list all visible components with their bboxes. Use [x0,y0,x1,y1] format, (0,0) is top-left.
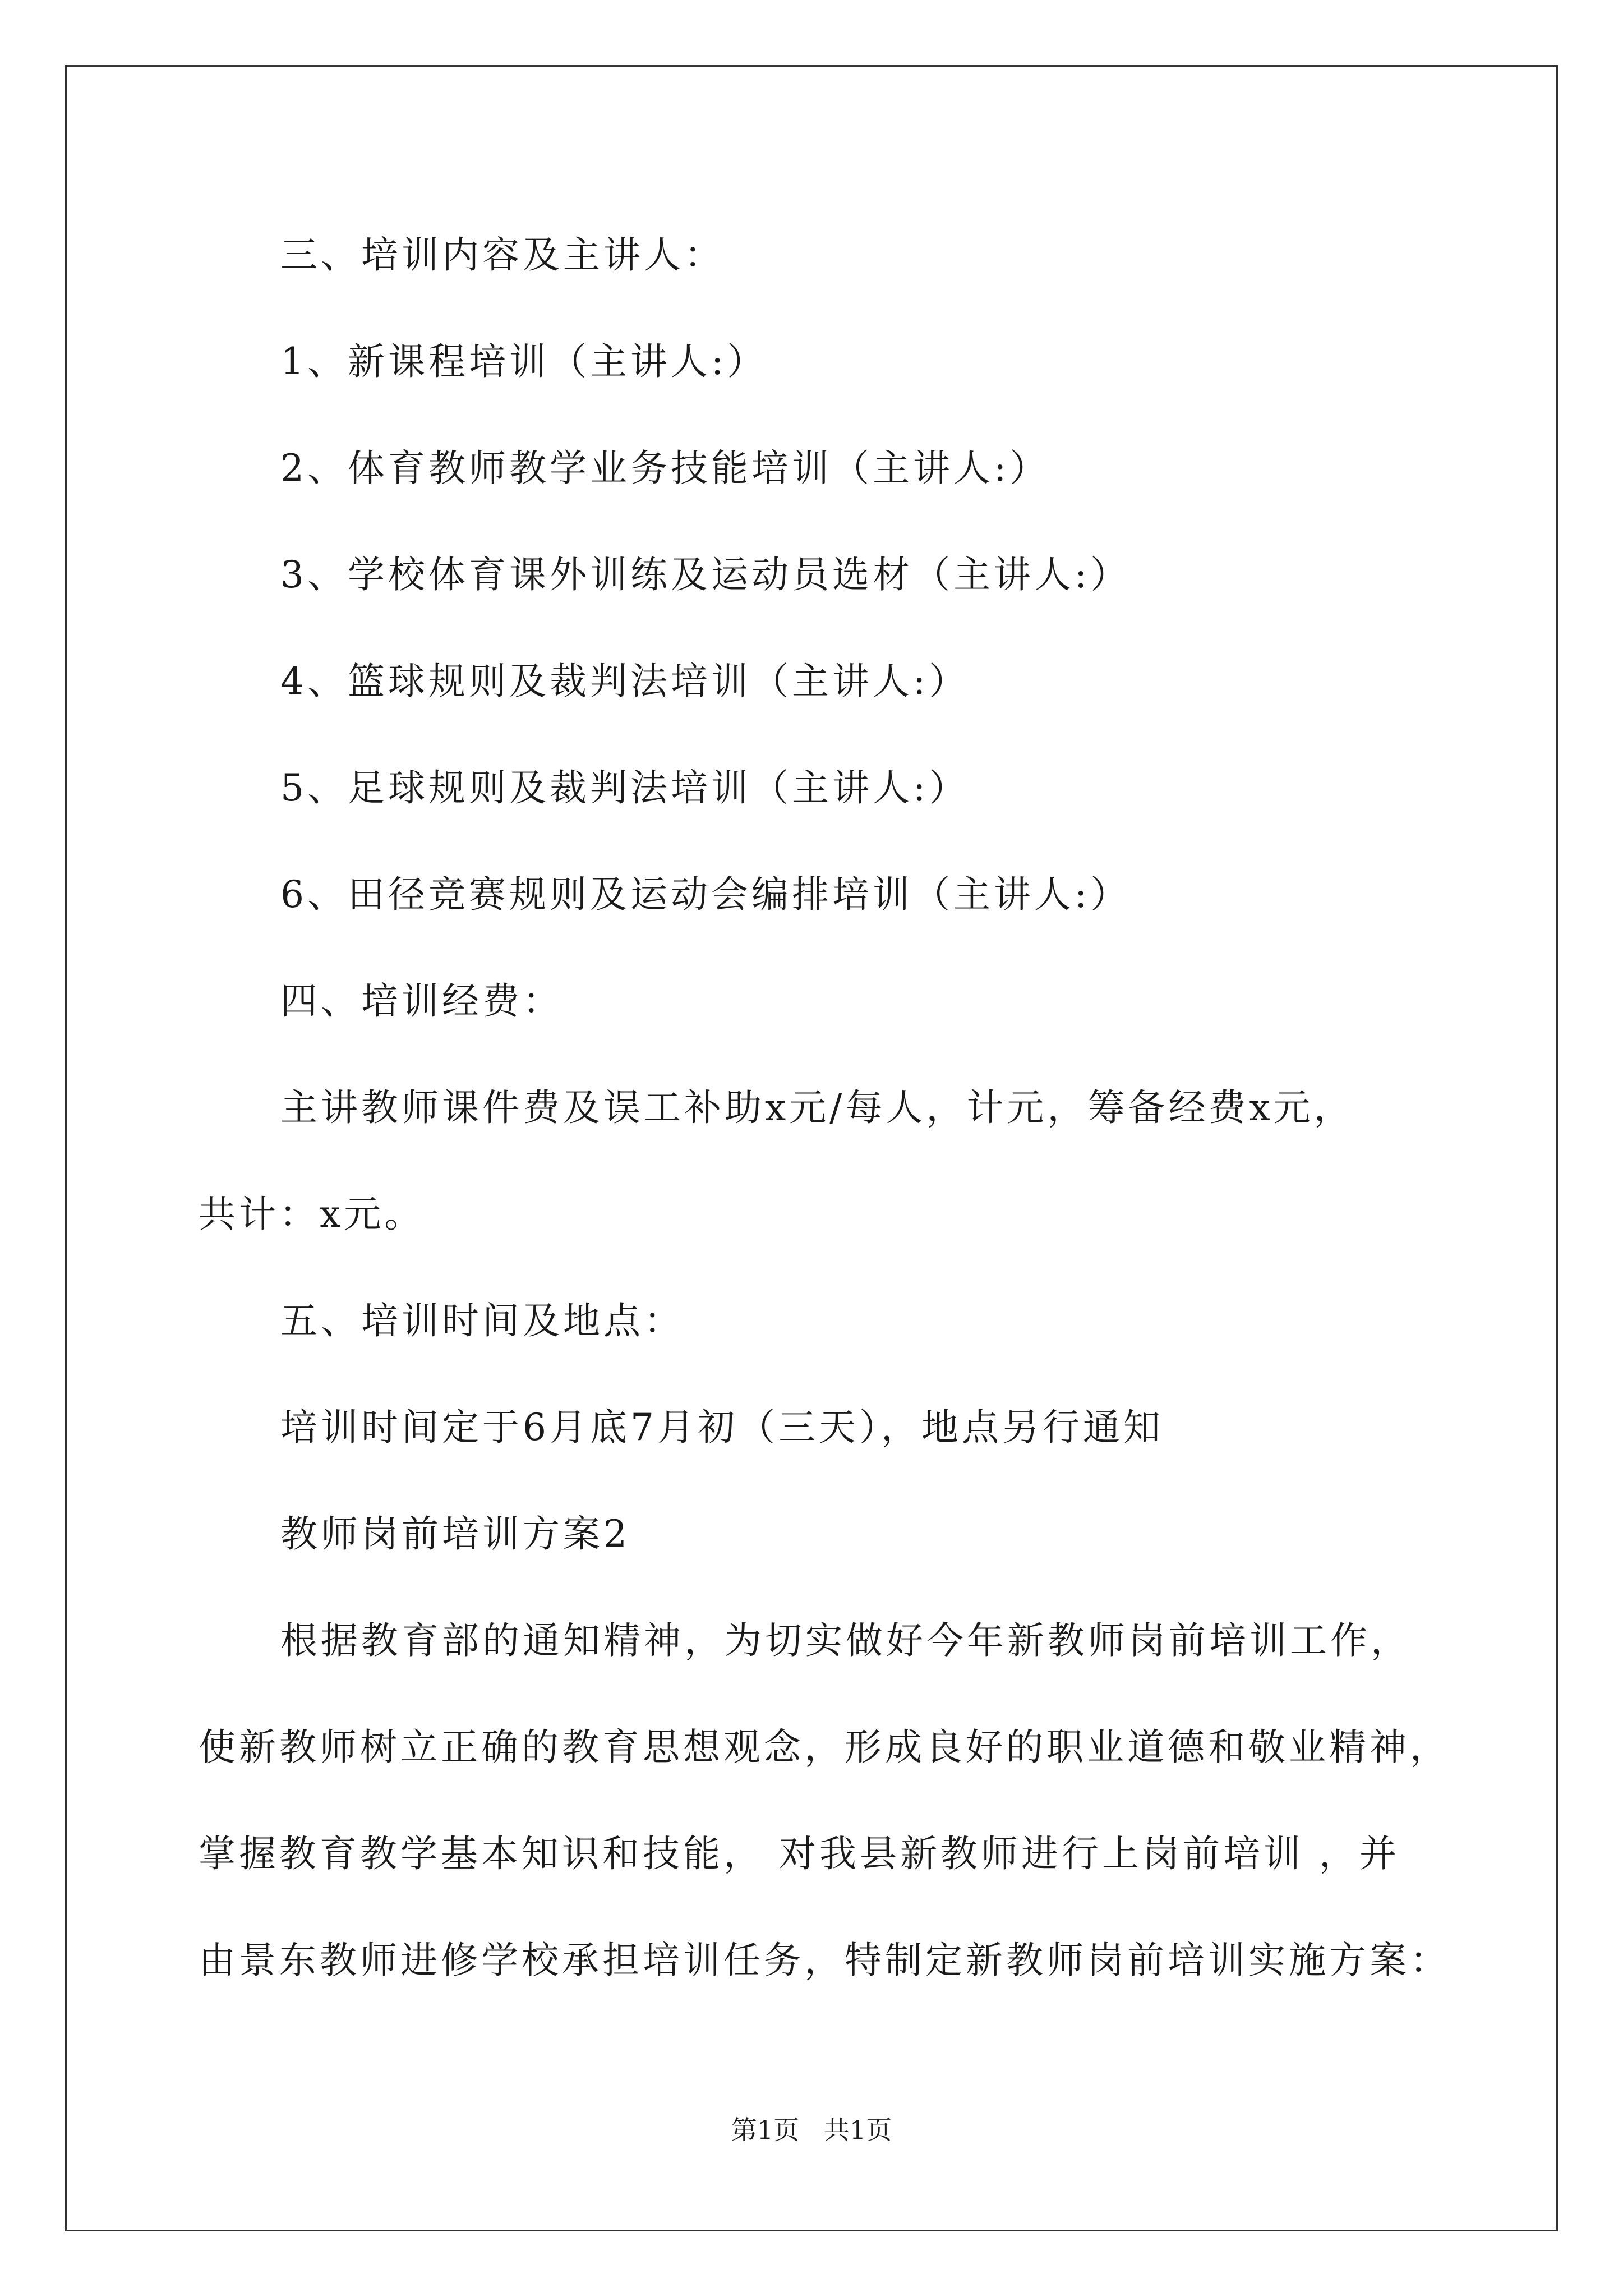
paragraph-line: 根据教育部的通知精神，为切实做好今年新教师岗前培训工作， [280,1619,1411,1662]
section-heading-content: 三、培训内容及主讲人： [280,233,725,277]
paragraph-line: 共计：x元。 [199,1193,425,1236]
section-heading-time-place: 五、培训时间及地点： [280,1299,684,1342]
list-item: 1、新课程培训（主讲人:） [280,340,768,383]
paragraph-line: 培训时间定于6月底7月初（三天），地点另行通知 [280,1406,1164,1449]
page-border [65,65,1558,2231]
section-heading-funding: 四、培训经费： [280,979,563,1023]
list-item: 5、足球规则及裁判法培训（主讲人:） [280,766,970,809]
paragraph-line: 主讲教师课件费及误工补助x元/每人，计元，筹备经费x元， [280,1086,1354,1129]
page-number-footer: 第1页 共1页 [731,2115,892,2145]
paragraph-line: 使新教师树立正确的教育思想观念，形成良好的职业道德和敬业精神， [199,1726,1450,1769]
document-subtitle: 教师岗前培训方案2 [280,1512,630,1556]
list-item: 2、体育教师教学业务技能培训（主讲人:） [280,447,1050,490]
paragraph-line: 由景东教师进修学校承担培训任务，特制定新教师岗前培训实施方案： [199,1939,1450,1982]
list-item: 4、篮球规则及裁判法培训（主讲人:） [280,660,970,703]
list-item: 3、学校体育课外训练及运动员选材（主讲人:） [280,553,1131,596]
paragraph-line: 掌握教育教学基本知识和技能， 对我县新教师进行上岗前培训 ，并 [199,1832,1400,1875]
list-item: 6、田径竞赛规则及运动会编排培训（主讲人:） [280,873,1131,916]
